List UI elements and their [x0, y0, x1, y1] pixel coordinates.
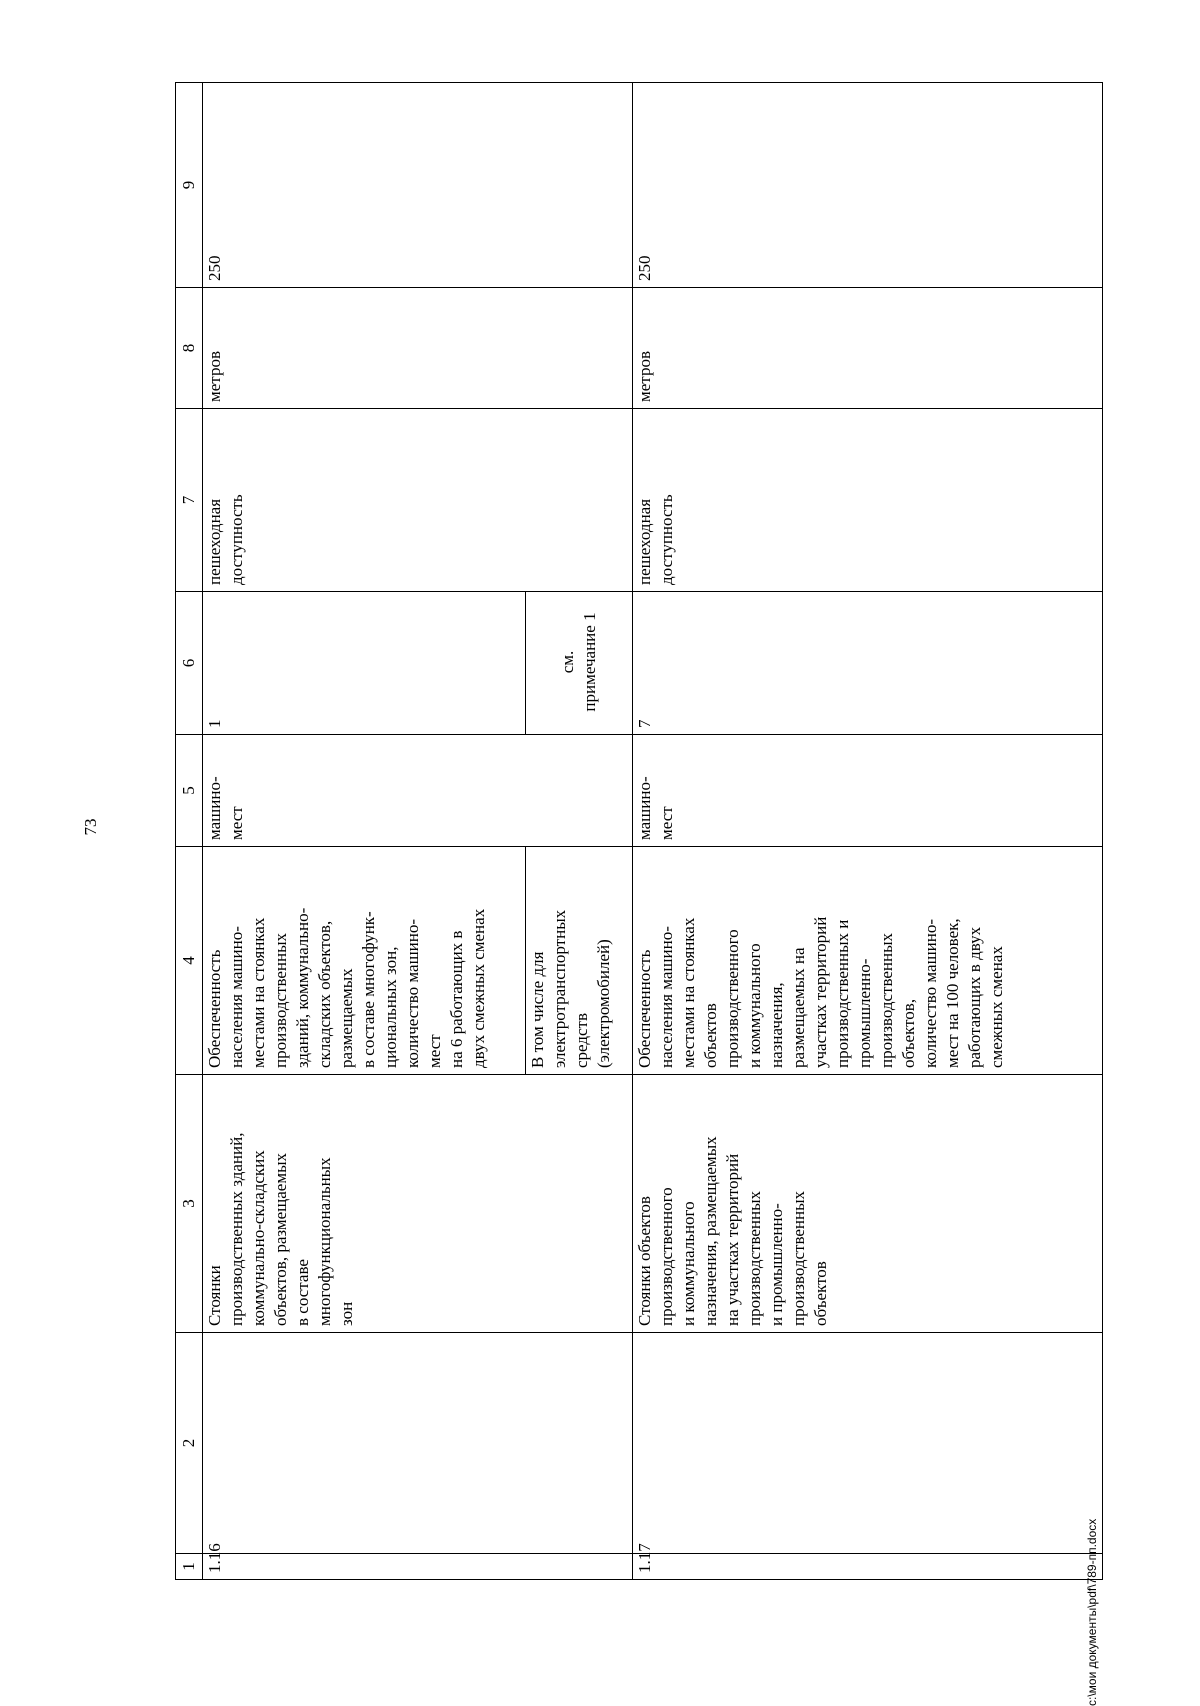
cell-col2 [202, 1333, 633, 1554]
col-header-2: 2 [176, 1333, 203, 1554]
norms-table-wrapper [175, 83, 1103, 1580]
cell-accessibility: пешеходная доступность [202, 409, 633, 592]
cell-unit: машино- мест [633, 735, 1103, 847]
cell-object-name: Стоянки объектов производственного и коммунального назначения, размещаемых на участках территорий производственных и промышленно- производственных объектов [633, 1075, 1103, 1333]
cell-distance-value: 250 [633, 83, 1103, 288]
cell-col2 [633, 1333, 1103, 1554]
table-row-1-17 [633, 83, 1103, 1580]
cell-value-note: см. примечание 1 [525, 592, 632, 735]
norms-table [175, 82, 1103, 1580]
cell-distance-unit: метров [633, 288, 1103, 409]
cell-value: 7 [633, 592, 1103, 735]
header-row [176, 83, 203, 1580]
cell-number: 1.17 [633, 1554, 1103, 1580]
cell-unit: машино- мест [202, 735, 633, 847]
cell-indicator: Обеспеченность населения машино- местами на стоянках объектов производственного и коммунального назначения, размещаемых на участках территорий производственных и промышленно- производственных объектов, количество машино- мест на 100 человек, работающих в двух смежных сменах [633, 847, 1103, 1075]
col-header-1: 1 [176, 1554, 203, 1580]
cell-indicator: Обеспеченность населения машино- местами на стоянках производственных зданий, коммунально- складских объектов, размещаемых в составе многофунк- циональных зон, количество машино- мест на 6 работающих в двух смежных сменах [202, 847, 525, 1075]
col-header-9: 9 [176, 83, 203, 288]
col-header-7: 7 [176, 409, 203, 592]
col-header-3: 3 [176, 1075, 203, 1333]
cell-indicator-ev: В том числе для электротранспортных средств (электромобилей) [525, 847, 632, 1075]
cell-distance-unit: метров [202, 288, 633, 409]
col-header-4: 4 [176, 847, 203, 1075]
table-row-1-16-main [202, 83, 525, 1580]
footer-file-path: c:\мои документы\pdf\789-пп.docx [1085, 1518, 1099, 1706]
col-header-5: 5 [176, 735, 203, 847]
cell-value: 1 [202, 592, 525, 735]
col-header-8: 8 [176, 288, 203, 409]
col-header-6: 6 [176, 592, 203, 735]
cell-accessibility: пешеходная доступность [633, 409, 1103, 592]
cell-number: 1.16 [202, 1554, 633, 1580]
page-number: 73 [81, 818, 100, 836]
cell-object-name: Стоянки производственных зданий, коммунально-складских объектов, размещаемых в составе многофункциональных зон [202, 1075, 633, 1333]
cell-distance-value: 250 [202, 83, 633, 288]
